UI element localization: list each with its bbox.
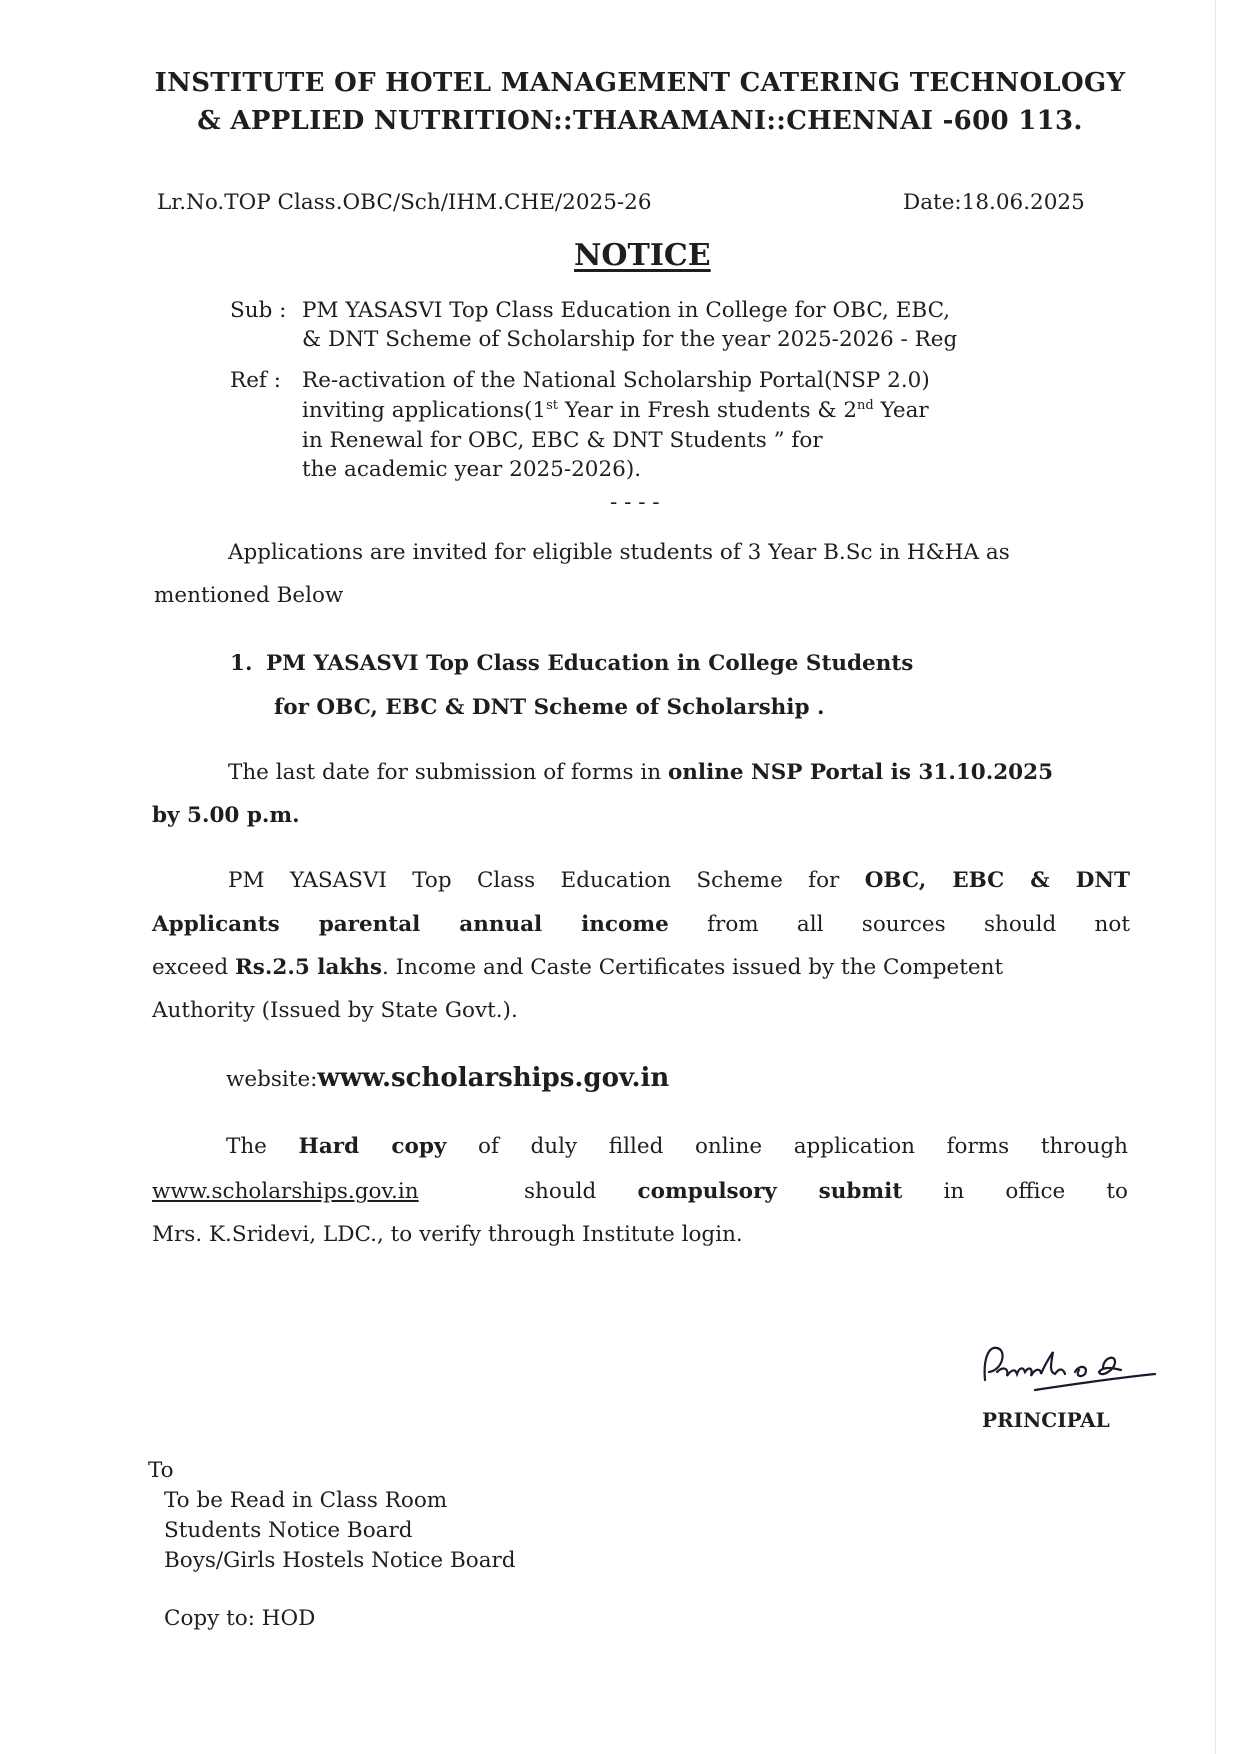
subject-label: Sub : <box>230 298 287 323</box>
to-item-2: Students Notice Board <box>164 1518 413 1543</box>
principal-signature <box>975 1338 1175 1408</box>
last-date-line2: by 5.00 p.m. <box>152 803 300 828</box>
website-url[interactable]: www.scholarships.gov.in <box>317 1063 670 1093</box>
reference-line3: in Renewal for OBC, EBC & DNT Students ” for <box>302 428 823 453</box>
to-item-1: To be Read in Class Room <box>164 1488 448 1513</box>
income-line4: Authority (Issued by State Govt.). <box>152 998 518 1023</box>
to-item-3: Boys/Girls Hostels Notice Board <box>164 1548 516 1573</box>
principal-title: PRINCIPAL <box>982 1408 1110 1432</box>
reference-line4: the academic year 2025-2026). <box>302 457 642 482</box>
copy-to: Copy to: HOD <box>164 1606 316 1631</box>
letter-date: Date:18.06.2025 <box>903 190 1085 215</box>
notice-title: NOTICE <box>574 238 711 273</box>
last-date-line1: The last date for submission of forms in online NSP Portal is 31.10.2025 <box>228 760 1054 785</box>
item1-number: 1. <box>230 651 253 676</box>
institute-name-line2: & APPLIED NUTRITION::THARAMANI::CHENNAI -600 113. <box>197 106 1083 136</box>
website-line: website:www.scholarships.gov.in <box>226 1063 670 1093</box>
intro-line1: Applications are invited for eligible students of 3 Year B.Sc in H&HA as <box>228 540 1010 565</box>
reference-label: Ref : <box>230 368 281 393</box>
hardcopy-line2: should compulsory submit in office to <box>524 1179 1129 1204</box>
scan-edge-line <box>1215 0 1216 1754</box>
subject-line1: PM YASASVI Top Class Education in College for OBC, EBC, <box>302 298 951 323</box>
item1-line1: PM YASASVI Top Class Education in College Students <box>266 651 914 676</box>
to-label: To <box>148 1458 174 1483</box>
item1-line2: for OBC, EBC & DNT Scheme of Scholarship . <box>274 695 825 720</box>
income-line3: exceed Rs.2.5 lakhs. Income and Caste Certificates issued by the Competent <box>152 955 1004 980</box>
hardcopy-line3: Mrs. K.Sridevi, LDC., to verify through Institute login. <box>152 1222 743 1247</box>
subject-line2: & DNT Scheme of Scholarship for the year 2025-2026 - Reg <box>302 327 958 352</box>
income-line1: PM YASASVI Top Class Education Scheme for OBC, EBC & DNT <box>228 868 1130 893</box>
separator-dashes: - - - - <box>610 490 660 515</box>
income-line2: Applicants parental annual income from all sources should not <box>152 912 1130 937</box>
reference-line2: inviting applications(1st Year in Fresh students & 2nd Year <box>302 397 929 423</box>
letter-number: Lr.No.TOP Class.OBC/Sch/IHM.CHE/2025-26 <box>157 190 652 215</box>
hardcopy-line1: The Hard copy of duly filled online application forms through <box>226 1134 1128 1159</box>
intro-line2: mentioned Below <box>154 583 344 608</box>
hardcopy-website-link[interactable]: www.scholarships.gov.in <box>152 1179 419 1204</box>
reference-line1: Re-activation of the National Scholarship Portal(NSP 2.0) <box>302 368 930 393</box>
institute-name-line1: INSTITUTE OF HOTEL MANAGEMENT CATERING TECHNOLOGY <box>154 68 1126 98</box>
